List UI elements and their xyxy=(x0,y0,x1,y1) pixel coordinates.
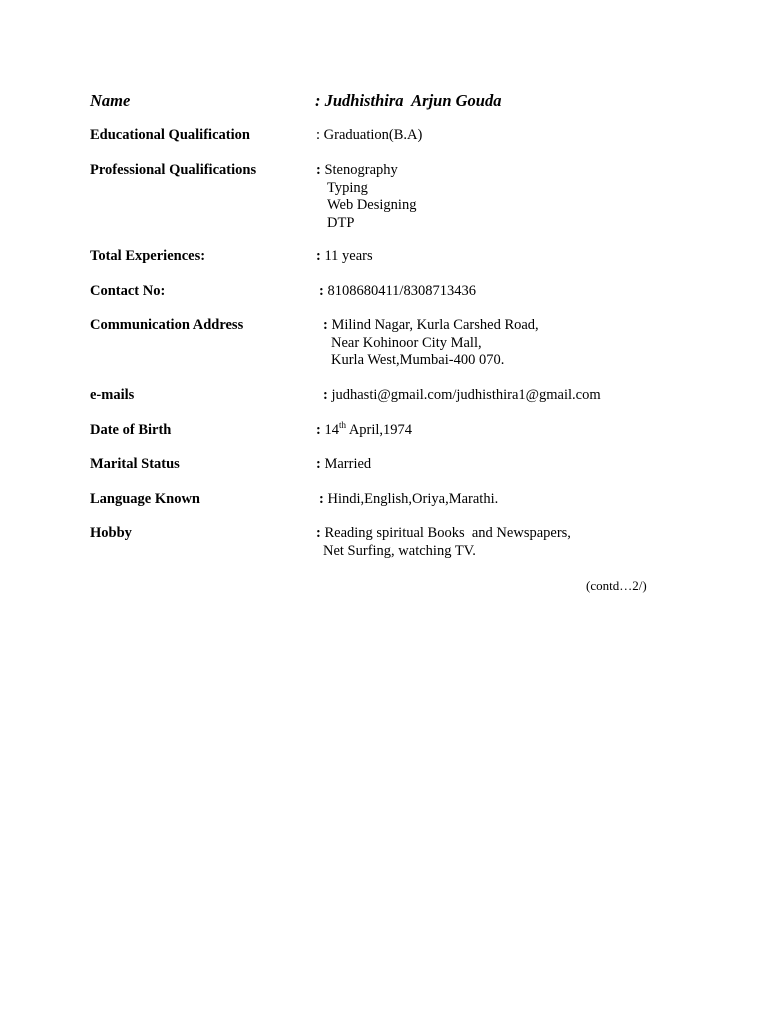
marital-label: Marital Status xyxy=(90,456,180,472)
name-value-wrap xyxy=(315,91,501,111)
name-value: Judhisthira Arjun Gouda xyxy=(324,91,502,110)
address-line: Kurla West,Mumbai-400 070. xyxy=(331,352,505,368)
language-value-wrap xyxy=(319,491,498,509)
dob-colon: : xyxy=(316,422,321,438)
marital-colon: : xyxy=(316,456,321,472)
language-value: Hindi,English,Oriya,Marathi. xyxy=(327,491,499,507)
emails-label: e-mails xyxy=(90,387,135,403)
marital-value-wrap xyxy=(316,456,371,474)
hobby-value-wrap xyxy=(316,525,571,560)
hobby-line: Net Surfing, watching TV. xyxy=(323,542,476,559)
contact-value-wrap xyxy=(319,283,476,301)
experience-value: 11 years xyxy=(324,248,373,264)
experience-label: Total Experiences: xyxy=(90,248,206,264)
education-value: Graduation(B.A) xyxy=(323,127,423,143)
emails-value: judhasti@gmail.com/judhisthira1@gmail.com xyxy=(331,387,601,403)
address-line: Near Kohinoor City Mall, xyxy=(331,334,482,351)
dob-day-suffix: th xyxy=(338,420,346,431)
name-label: Name xyxy=(90,91,131,110)
hobby-label: Hobby xyxy=(90,525,132,541)
dob-label: Date of Birth xyxy=(90,422,172,438)
professional-item: Web Designing xyxy=(327,197,417,213)
dob-value-wrap xyxy=(316,422,412,440)
hobby-colon: : xyxy=(316,525,321,541)
address-label: Communication Address xyxy=(90,317,244,333)
dob-day: 14 xyxy=(324,422,339,438)
emails-value-wrap xyxy=(323,387,601,405)
education-label: Educational Qualification xyxy=(90,127,250,143)
emails-colon: : xyxy=(323,387,328,403)
address-line: Milind Nagar, Kurla Carshed Road, xyxy=(331,317,539,333)
address-colon: : xyxy=(323,317,328,333)
professional-item: Stenography xyxy=(324,162,398,178)
education-colon: : xyxy=(316,127,321,143)
professional-item: Typing xyxy=(327,179,368,196)
name-colon: : xyxy=(315,91,321,110)
professional-label: Professional Qualifications xyxy=(90,162,257,178)
language-colon: : xyxy=(319,491,324,507)
professional-colon: : xyxy=(316,162,321,178)
marital-value: Married xyxy=(324,456,372,472)
professional-item: DTP xyxy=(327,214,355,231)
experience-colon: : xyxy=(316,248,321,264)
contact-colon: : xyxy=(319,283,324,299)
education-value-wrap xyxy=(316,127,422,145)
dob-rest: April,1974 xyxy=(348,422,413,438)
address-value-wrap xyxy=(323,317,539,370)
continued-note: (contd…2/) xyxy=(586,578,647,593)
contact-value: 8108680411/8308713436 xyxy=(327,283,476,299)
professional-value-wrap xyxy=(316,162,416,232)
contact-label: Contact No: xyxy=(90,283,166,299)
hobby-line: Reading spiritual Books and Newspapers, xyxy=(324,525,571,541)
language-label: Language Known xyxy=(90,491,200,507)
experience-value-wrap xyxy=(316,248,373,266)
